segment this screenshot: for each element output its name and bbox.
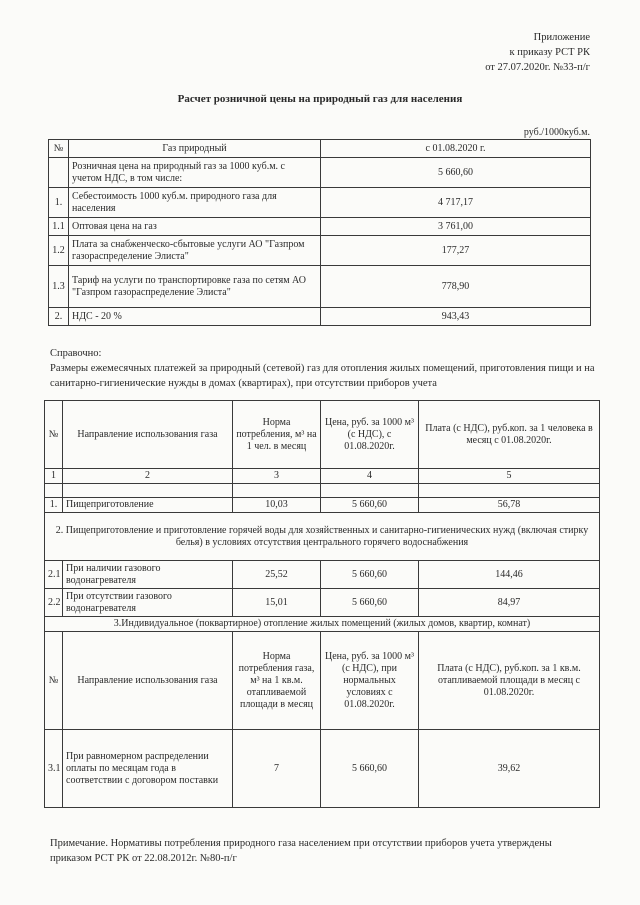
header-cell: с 01.08.2020 г. [321,140,591,158]
row-payment: 144,46 [419,561,600,589]
section-title: 3.Индивидуальное (поквартирное) отопление жилых помещений (жилых домов, квартир, комнат) [45,617,600,632]
row-norm: 7 [233,730,321,808]
row-price: 5 660,60 [321,498,419,513]
row-num: 1. [45,498,63,513]
row-num: 1. [49,188,69,218]
table-header-row [45,401,600,469]
row-name: Розничная цена на природный газ за 1000 куб.м. с учетом НДС, в том числе: [69,158,321,188]
row-num: 1.2 [49,236,69,266]
reference-text: Размеры ежемесячных платежей за природный (сетевой) газ для отопления жилых помещений, приготовления пищи и на санитарно-гигиенические нужды в домах (квартирах), при отсутствии приборов учета [50,363,595,389]
table-header-row [49,140,591,158]
row-num: 2. [49,308,69,326]
row-name: При равномерном распределении оплаты по месяцам года в соответствии с договором поставки [63,730,233,808]
header-cell: Направление использования газа [63,632,233,730]
row-name: Себестоимость 1000 куб.м. природного газа для населения [69,188,321,218]
table-row [45,498,600,513]
row-payment: 84,97 [419,589,600,617]
table-row [49,266,591,308]
table-row [45,589,600,617]
document-title: Расчет розничной цены на природный газ для населения [177,93,463,105]
row-name: НДС - 20 % [69,308,321,326]
table-row [45,730,600,808]
reference-block [50,346,595,391]
header-cell: № [49,140,69,158]
row-norm: 10,03 [233,498,321,513]
row-num: 1.3 [49,266,69,308]
header-cell: Направление использования газа [63,401,233,469]
row-payment: 39,62 [419,730,600,808]
header-cell: Цена, руб. за 1000 м³ (с НДС), при нормальных условиях с 01.08.2020г. [321,632,419,730]
row-payment: 56,78 [419,498,600,513]
row-num [49,158,69,188]
column-number: 2 [63,469,233,484]
row-value: 177,27 [321,236,591,266]
table-row [49,158,591,188]
header-cell: Плата (с НДС), руб.коп. за 1 кв.м. отапливаемой площади в месяц с 01.08.2020г. [419,632,600,730]
price-table [48,139,591,326]
row-value: 778,90 [321,266,591,308]
header-cell: Газ природный [69,140,321,158]
row-value: 4 717,17 [321,188,591,218]
header-cell: Норма потребления, м³ на 1 чел. в месяц [233,401,321,469]
row-value: 3 761,00 [321,218,591,236]
table-row [45,561,600,589]
row-name: При наличии газового водонагревателя [63,561,233,589]
row-name: Плата за снабженческо-сбытовые услуги АО "Газпром газораспределение Элиста" [69,236,321,266]
row-price: 5 660,60 [321,589,419,617]
header-cell: Норма потребления газа, м³ на 1 кв.м. отапливаемой площади в месяц [233,632,321,730]
section-row [45,513,600,561]
table-header-row [45,632,600,730]
column-number: 1 [45,469,63,484]
column-number: 4 [321,469,419,484]
appendix-block [390,30,590,75]
table-row [49,188,591,218]
header-cell: № [45,401,63,469]
row-num: 2.2 [45,589,63,617]
spacer-row [45,484,600,498]
units-label: руб./1000куб.м. [523,127,590,138]
section-title: 2. Пищеприготовление и приготовление горячей воды для хозяйственных и санитарно-гигиенических нужд (включая стирку белья) в условиях отсутствия центрального горячего водоснабжения [45,513,600,561]
reference-label: Справочно: [50,348,102,359]
row-name: Оптовая цена на газ [69,218,321,236]
row-name: Пищеприготовление [63,498,233,513]
row-num: 2.1 [45,561,63,589]
row-num: 3.1 [45,730,63,808]
row-value: 943,43 [321,308,591,326]
appendix-line: к приказу РСТ РК [509,47,590,58]
appendix-line: Приложение [533,32,590,43]
header-cell: Цена, руб. за 1000 м³ (с НДС), с 01.08.2020г. [321,401,419,469]
column-number: 3 [233,469,321,484]
table-row [49,218,591,236]
norms-table [44,400,600,808]
header-cell: Плата (с НДС), руб.коп. за 1 человека в месяц с 01.08.2020г. [419,401,600,469]
row-norm: 25,52 [233,561,321,589]
row-name: При отсутствии газового водонагревателя [63,589,233,617]
section-row [45,617,600,632]
column-number: 5 [419,469,600,484]
row-price: 5 660,60 [321,730,419,808]
row-price: 5 660,60 [321,561,419,589]
row-value: 5 660,60 [321,158,591,188]
header-cell: № [45,632,63,730]
table-row [49,308,591,326]
row-num: 1.1 [49,218,69,236]
table-row [49,236,591,266]
footnote: Примечание. Нормативы потребления природного газа населением при отсутствии приборов учета утверждены приказом РСТ РК от 22.08.2012г. №80-п/г [50,838,552,864]
row-name: Тариф на услуги по транспортировке газа по сетям АО "Газпром газораспределение Элиста" [69,266,321,308]
appendix-line: от 27.07.2020г. №33-п/г [485,62,590,73]
column-number-row [45,469,600,484]
row-norm: 15,01 [233,589,321,617]
